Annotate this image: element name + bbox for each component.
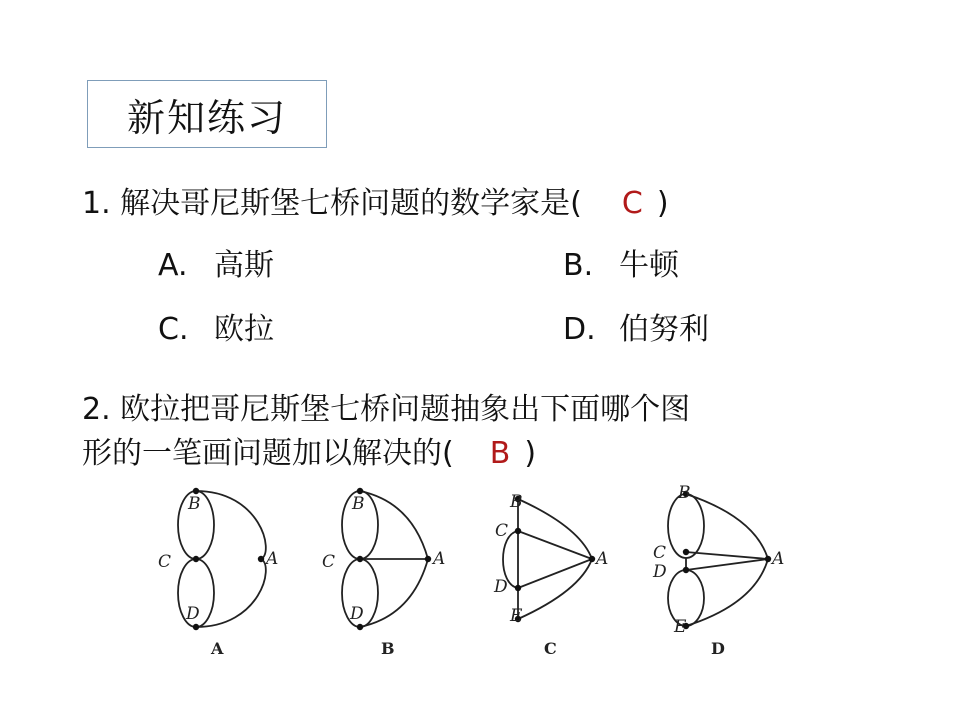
node-label: B (188, 494, 201, 514)
graph-edge (686, 552, 768, 559)
section-title-box (87, 80, 327, 148)
graph-edge (518, 499, 592, 619)
option-letter: B. (563, 248, 594, 283)
question-1-answer: C (621, 186, 643, 221)
option-letter: C. (158, 312, 189, 347)
graph-node (683, 549, 689, 555)
graph-figure-d (668, 494, 768, 626)
node-label: A (772, 549, 785, 569)
node-label: D (350, 604, 364, 624)
graph-node (193, 556, 199, 562)
node-label: B (352, 494, 365, 514)
option-letter: A. (158, 248, 188, 283)
graph-node (589, 556, 595, 562)
node-label: C (653, 543, 667, 563)
figure-caption-d: D (711, 639, 725, 658)
node-label: C (495, 521, 509, 541)
question-1-text: 1. 解决哥尼斯堡七桥问题的数学家是( (82, 186, 582, 221)
question-2-line-2 (82, 432, 862, 476)
node-label: D (186, 604, 200, 624)
question-1-close: ) (656, 186, 669, 221)
question-2-answer: B (489, 436, 511, 471)
node-label: B (678, 483, 691, 503)
graph-figures (150, 482, 810, 662)
graph-node (357, 624, 363, 630)
graph-edge (518, 559, 592, 588)
node-label: C (158, 552, 172, 572)
graph-node (683, 567, 689, 573)
option-text: 高斯 (214, 248, 274, 283)
option-text: 伯努利 (619, 312, 709, 347)
graph-node (425, 556, 431, 562)
node-label: A (266, 549, 279, 569)
question-2 (82, 388, 862, 476)
graph-node (193, 624, 199, 630)
graph-node (515, 528, 521, 534)
node-label: C (322, 552, 336, 572)
option-c (158, 310, 274, 350)
question-2-close: ) (524, 436, 537, 471)
figure-caption-b: B (381, 639, 395, 658)
node-label: E (510, 606, 523, 626)
graph-node (357, 556, 363, 562)
section-title: 新知练习 (126, 95, 287, 140)
graph-node (515, 585, 521, 591)
figure-caption-a: A (211, 639, 224, 658)
node-label: B (510, 492, 523, 512)
option-text: 牛顿 (619, 248, 679, 283)
node-label: E (674, 617, 687, 637)
option-text: 欧拉 (214, 312, 274, 347)
node-label: A (433, 549, 446, 569)
graph-loop (668, 494, 704, 558)
graph-node (258, 556, 264, 562)
option-d (563, 310, 709, 350)
graph-figure-c (503, 499, 592, 619)
question-2-line-1: 2. 欧拉把哥尼斯堡七桥问题抽象出下面哪个图 (82, 392, 691, 427)
graph-node (765, 556, 771, 562)
option-letter: D. (563, 312, 596, 347)
figure-caption-c: C (544, 639, 557, 658)
node-label: A (596, 549, 609, 569)
graph-edge (686, 559, 768, 570)
node-label: D (494, 577, 508, 597)
graph-edge (196, 491, 266, 627)
question-1 (82, 182, 669, 226)
option-a (158, 246, 274, 286)
option-b (563, 246, 679, 286)
node-label: D (653, 562, 667, 582)
question-2-text: 形的一笔画问题加以解决的( (82, 436, 454, 471)
graph-edge (518, 531, 592, 559)
